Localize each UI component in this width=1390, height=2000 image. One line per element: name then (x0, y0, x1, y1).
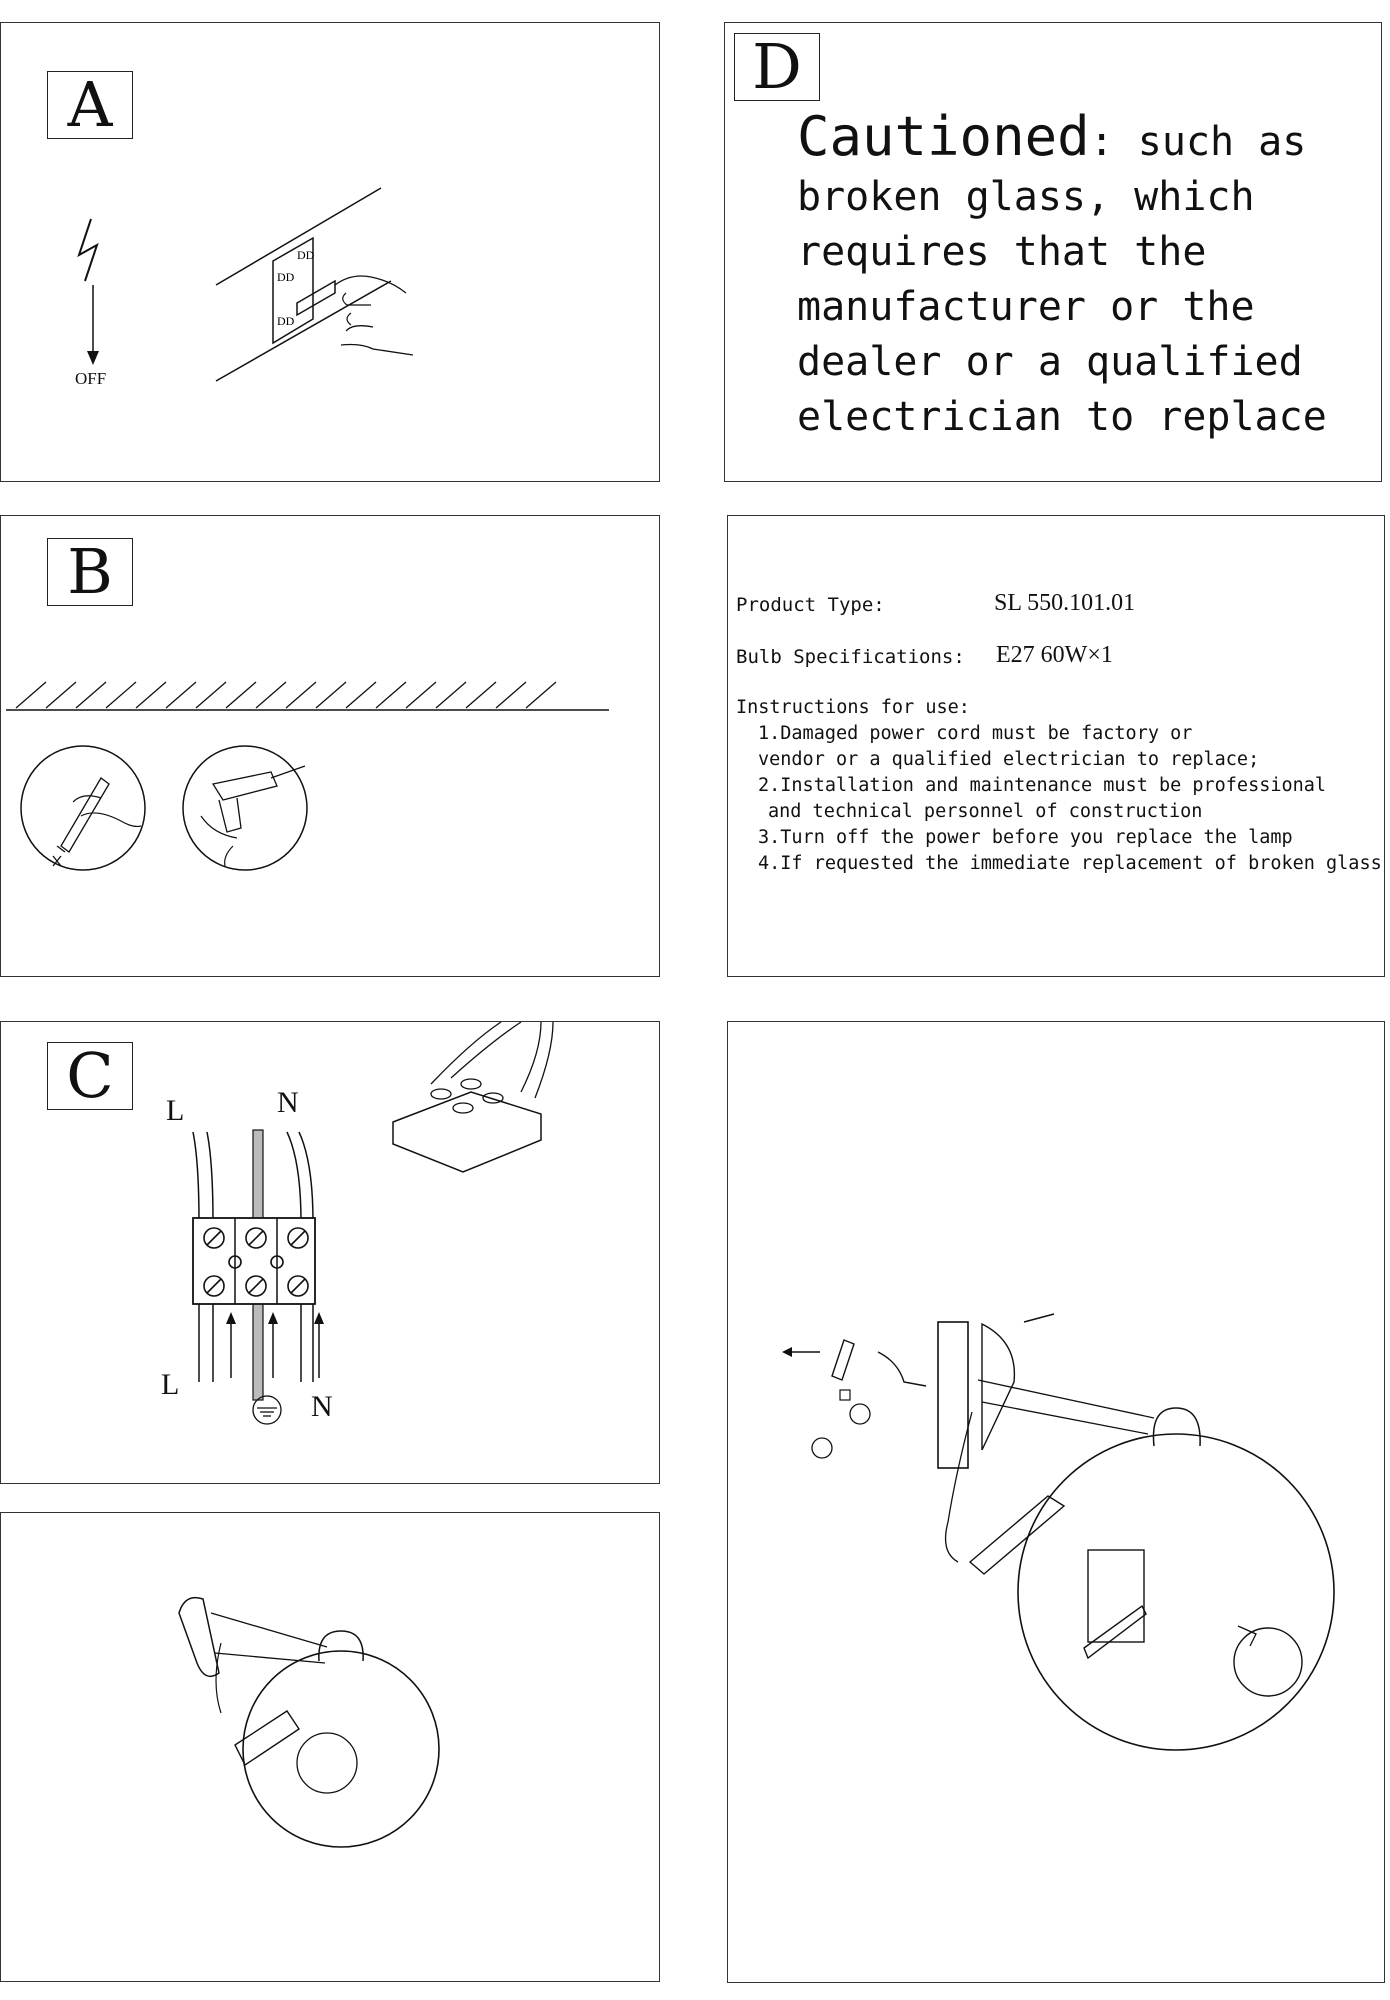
panel-a-letter: A (47, 71, 133, 139)
bulb-specifications-value: E27 60W×1 (996, 642, 1113, 668)
panel-c-letter: C (47, 1042, 133, 1110)
caution-text (797, 105, 1357, 445)
exploded-lamp-illustration (728, 1022, 1386, 1984)
svg-text:DD: DD (297, 248, 315, 262)
panel-assembled-lamp (0, 1512, 660, 1982)
instruction-line: 3.Turn off the power before you replace the lamp (758, 827, 1293, 848)
panel-d-letter: D (734, 33, 820, 101)
panel-c (0, 1021, 660, 1484)
power-off-illustration (1, 23, 661, 483)
product-type-value: SL 550.101.01 (994, 590, 1136, 616)
panel-d (724, 22, 1382, 482)
product-type-label: Product Type: (736, 594, 885, 616)
label-n-top: N (277, 1086, 299, 1119)
svg-text:DD: DD (277, 314, 295, 328)
caution-rest: : such as broken glass, which requires that the manufacturer or the dealer or a qualified electrician to replace (797, 119, 1327, 440)
caution-lead: Cautioned (797, 105, 1090, 168)
ceiling-drill-illustration (1, 516, 661, 978)
panel-exploded-lamp (727, 1021, 1385, 1983)
instruction-line: 4.If requested the immediate replacement of broken glass (758, 853, 1382, 874)
instructions-heading: Instructions for use: (736, 697, 970, 718)
assembled-lamp-illustration (1, 1513, 661, 1983)
instruction-line: 1.Damaged power cord must be factory or (758, 723, 1193, 744)
panel-a (0, 22, 660, 482)
bulb-specifications-label: Bulb Specifications: (736, 646, 965, 668)
off-label: OFF (75, 369, 107, 388)
instruction-line: vendor or a qualified electrician to replace; (758, 749, 1260, 770)
label-n-bottom: N (311, 1390, 333, 1423)
panel-b-letter: B (47, 538, 133, 606)
instruction-line: and technical personnel of construction (768, 801, 1203, 822)
instruction-line: 2.Installation and maintenance must be professional (758, 775, 1327, 796)
panel-b (0, 515, 660, 977)
specs-panel (727, 515, 1385, 977)
svg-text:DD: DD (277, 270, 295, 284)
label-l-bottom: L (161, 1368, 180, 1401)
label-l-top: L (166, 1094, 185, 1127)
